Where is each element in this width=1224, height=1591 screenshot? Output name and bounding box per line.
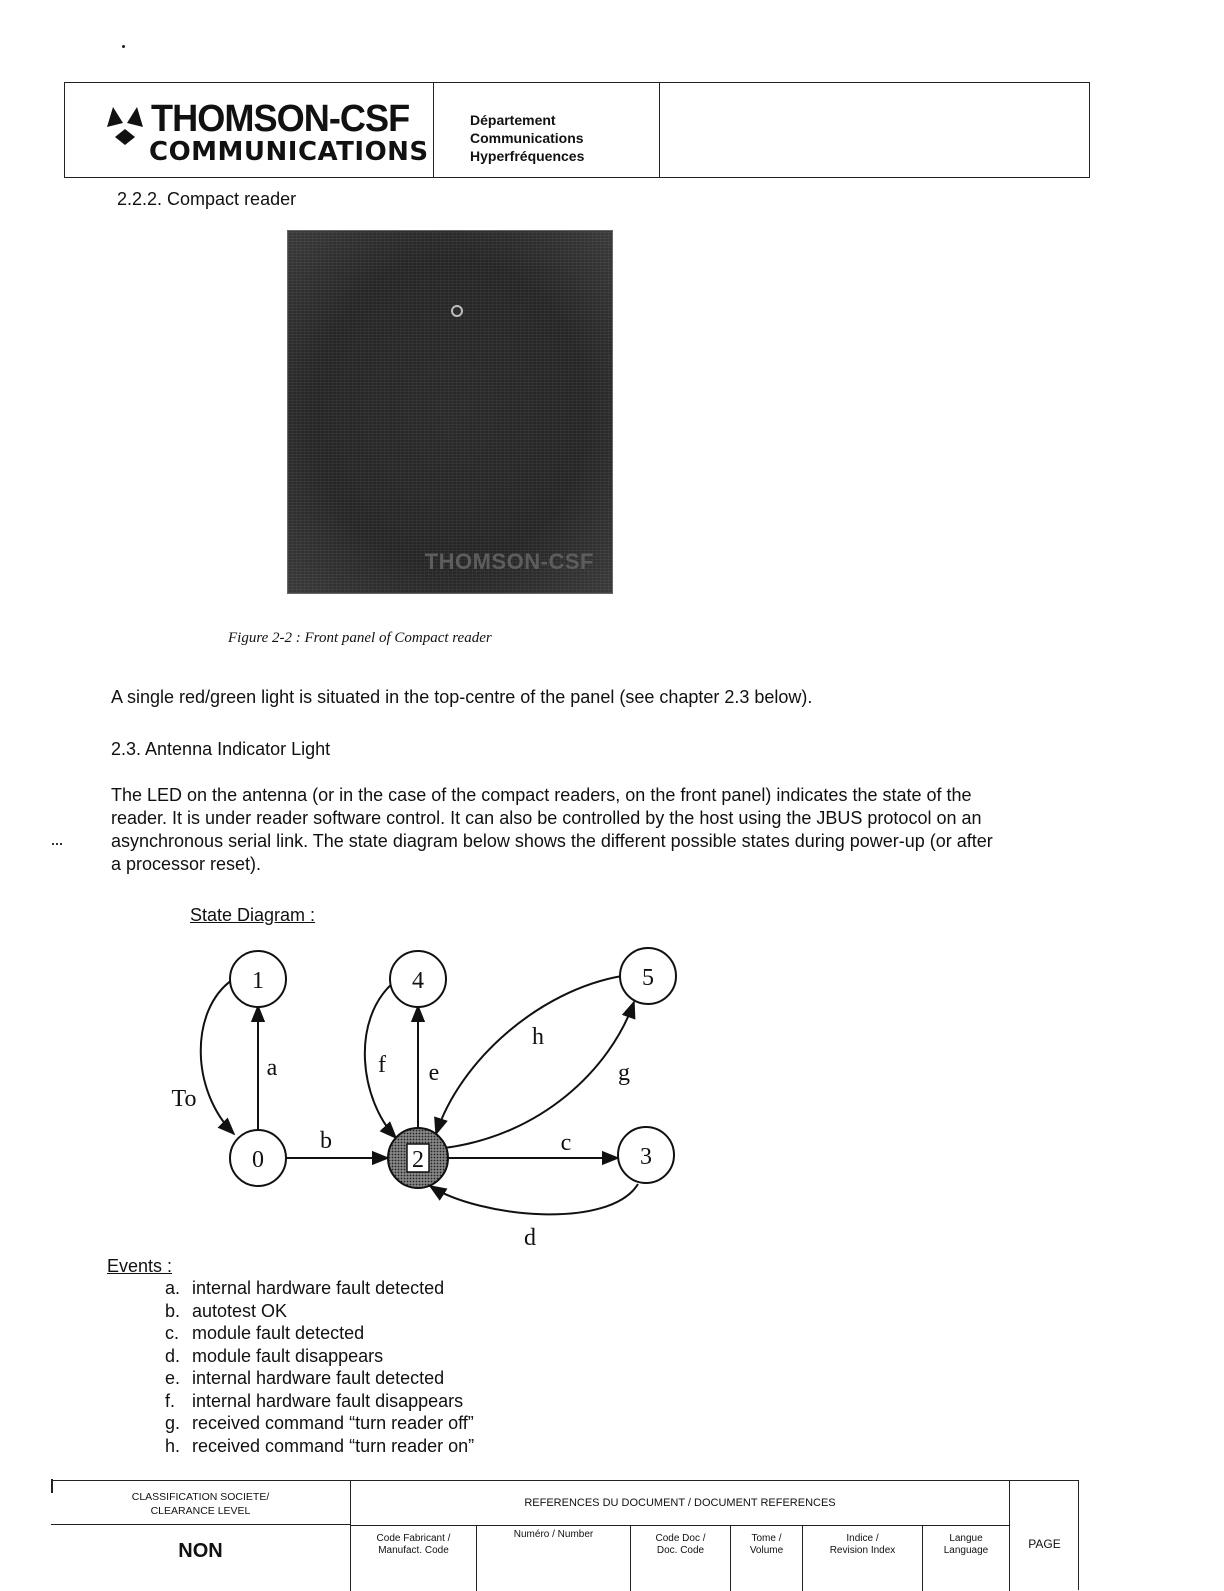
paragraph-line: asynchronous serial link. The state diagram below shows the different possible states during power-up (or after — [111, 831, 993, 851]
ref-col-volume: Tome / Volume — [731, 1525, 803, 1591]
state-label: 4 — [412, 968, 424, 994]
transition-label: h — [532, 1024, 544, 1050]
list-item: f. internal hardware fault disappears — [165, 1390, 464, 1411]
list-item: g. received command “turn reader off” — [165, 1413, 474, 1433]
ref-col-language: Langue Language — [943, 1533, 989, 1556]
department-cell — [434, 83, 660, 177]
events-title: Events : — [107, 1256, 173, 1276]
transition-label: d — [524, 1225, 536, 1251]
transition-label: To — [171, 1086, 197, 1112]
compact-reader-photo — [287, 230, 613, 594]
paragraph-line: reader. It is under reader software control. It can also be controlled by the host using the JBUS protocol on an — [111, 808, 982, 828]
state-diagram — [160, 940, 700, 1260]
ref-col-manufact-code: Code Fabricant / Manufact. Code — [351, 1525, 477, 1591]
ref-col-revision-index: Indice / Revision Index — [803, 1525, 923, 1591]
document-header — [64, 82, 1090, 178]
document-footer — [51, 1480, 1079, 1590]
page-label: PAGE — [1009, 1481, 1079, 1591]
transition-label: b — [320, 1128, 332, 1154]
photo-brand-text: THOMSON-CSF — [424, 549, 594, 574]
paragraph-line: a processor reset). — [111, 854, 262, 874]
department-line: Hyperfréquences — [470, 148, 585, 164]
classification-value: NON — [51, 1525, 351, 1591]
transition-label: c — [560, 1130, 572, 1156]
logo-cell — [65, 83, 434, 177]
indicator-light-icon — [451, 305, 463, 317]
list-item: h. received command “turn reader on” — [165, 1435, 475, 1456]
state-diagram-title: State Diagram : — [190, 905, 316, 925]
state-label: 3 — [640, 1144, 652, 1170]
company-division: COMMUNICATIONS — [149, 137, 429, 167]
ref-col-doc-code: Code Doc / Doc. Code — [631, 1525, 731, 1591]
scan-dot — [122, 45, 125, 48]
state-label: 1 — [252, 968, 264, 994]
list-item: b. autotest OK — [165, 1300, 288, 1321]
transition-label: g — [618, 1060, 630, 1086]
list-item: d. module fault disappears — [165, 1345, 384, 1366]
thomson-logo-icon — [103, 105, 147, 147]
section-heading-compact-reader: 2.2.2. Compact reader — [117, 189, 297, 209]
ref-col-number: Numéro / Number — [477, 1525, 631, 1591]
state-label: 2 — [412, 1147, 424, 1173]
paragraph-line: The LED on the antenna (or in the case of the compact readers, on the front panel) indicates the state of the — [111, 785, 972, 805]
section-heading-antenna: 2.3. Antenna Indicator Light — [111, 739, 331, 759]
list-item: e. internal hardware fault detected — [165, 1368, 445, 1388]
transition-label: a — [266, 1055, 278, 1081]
state-label: 5 — [642, 965, 654, 991]
references-title: REFERENCES DU DOCUMENT / DOCUMENT REFERENCES — [351, 1481, 1009, 1526]
header-empty-cell — [660, 83, 1089, 177]
classification-label: CLASSIFICATION SOCIETE/ CLEARANCE LEVEL — [51, 1481, 351, 1525]
paragraph-light: A single red/green light is situated in the top-centre of the panel (see chapter 2.3 below). — [111, 687, 813, 707]
state-label: 0 — [252, 1147, 264, 1173]
transition-label: f — [378, 1052, 386, 1078]
figure-caption: Figure 2-2 : Front panel of Compact reader — [228, 630, 492, 646]
department-line: Département — [470, 112, 556, 128]
list-item: c. module fault detected — [165, 1323, 365, 1343]
paragraph-led — [111, 784, 1121, 876]
events-list — [165, 1277, 474, 1457]
margin-mark — [52, 843, 62, 847]
department-line: Communications — [470, 130, 584, 146]
transition-label: e — [428, 1060, 440, 1086]
company-name: THOMSON-CSF — [151, 98, 410, 140]
list-item: a. internal hardware fault detected — [165, 1278, 445, 1298]
